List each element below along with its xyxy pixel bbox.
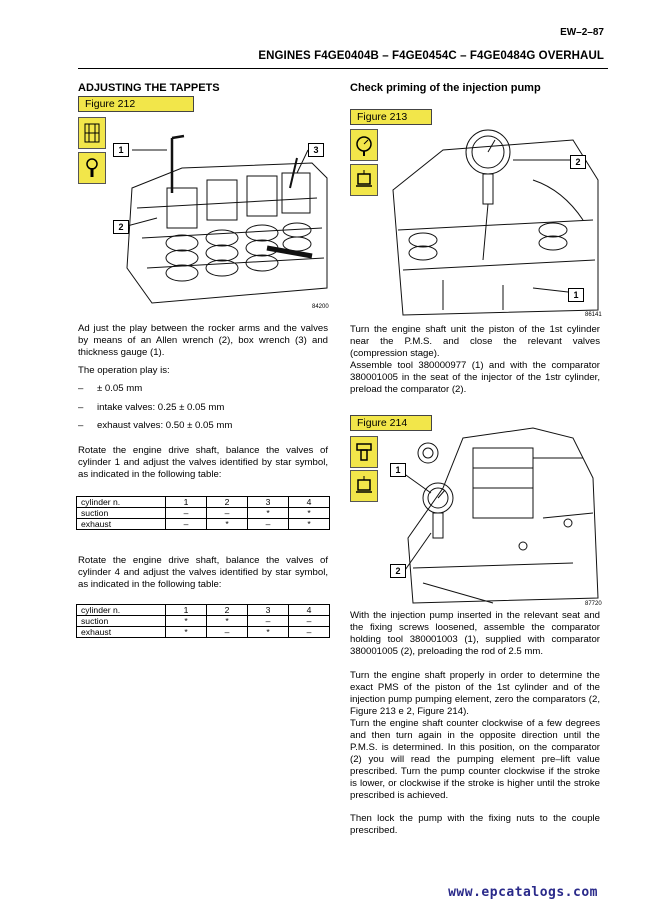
table-row (77, 616, 330, 627)
figure-213-callout: 2 (570, 155, 586, 169)
assembly-icon (350, 436, 378, 468)
table-cell: 3 (248, 605, 289, 616)
bullet-mark: – (78, 420, 84, 431)
table-cell: * (207, 616, 248, 627)
pump-icon (350, 164, 378, 196)
table-row (77, 519, 330, 530)
figure-213-callout: 1 (568, 288, 584, 302)
bullet-item: exhaust valves: 0.50 ± 0.05 mm (97, 420, 233, 431)
bullet-item: intake valves: 0.25 ± 0.05 mm (97, 402, 225, 413)
table-row (77, 627, 330, 638)
left-paragraph: Ad just the play between the rocker arms and the valves by means of an Allen wrench (2), box wrench (3) and thickness gauge (1). (78, 323, 328, 358)
table-cell: suction (77, 508, 166, 519)
figure-212-callout: 1 (113, 143, 129, 157)
table-cell: – (289, 616, 330, 627)
table-row (77, 497, 330, 508)
table-row (77, 605, 330, 616)
figure-214-code: 87720 (585, 601, 602, 607)
bullet-mark: – (78, 383, 84, 394)
valve-table-cylinder-4 (76, 604, 330, 638)
table-cell: – (207, 627, 248, 638)
left-paragraph: Rotate the engine drive shaft, balance the valves of cylinder 1 and adjust the valves identified by star symbol, as indicated in the following table: (78, 445, 328, 480)
table-cell: * (166, 616, 207, 627)
figure-212-label: Figure 212 (78, 96, 194, 112)
figure-212-callout: 3 (308, 143, 324, 157)
gauge-icon (350, 129, 378, 161)
right-paragraph: Turn the engine shaft properly in order to determine the exact PMS of the piston of the 1st cylinder and of the injection pump pumping element, zero the comparators (2, Figure 213 e 2, Figure 214). (350, 670, 600, 717)
page-header-title: ENGINES F4GE0404B – F4GE0454C – F4GE0484G OVERHAUL (258, 50, 604, 62)
wrench-icon (78, 152, 106, 184)
figure-214-label: Figure 214 (350, 415, 432, 431)
table-cell: cylinder n. (77, 605, 166, 616)
table-cell: 4 (289, 497, 330, 508)
figure-214-callout: 2 (390, 564, 406, 578)
table-cell: * (166, 627, 207, 638)
header-rule (78, 68, 608, 69)
right-paragraph: Assemble tool 380000977 (1) and with the comparator 380001005 in the seat of the injector of the 1str cylinder, preload the comparator (2). (350, 360, 600, 395)
table-cell: * (289, 508, 330, 519)
table-cell: * (248, 627, 289, 638)
table-cell: – (289, 627, 330, 638)
section-title-adjusting-tappets: ADJUSTING THE TAPPETS (78, 82, 220, 94)
table-cell: 2 (207, 497, 248, 508)
table-cell: 4 (289, 605, 330, 616)
table-cell: – (166, 508, 207, 519)
left-paragraph: The operation play is: (78, 365, 170, 376)
table-cell: 1 (166, 605, 207, 616)
table-cell: * (248, 508, 289, 519)
table-cell: – (248, 616, 289, 627)
table-cell: exhaust (77, 519, 166, 530)
left-paragraph: Rotate the engine drive shaft, balance the valves of cylinder 4 and adjust the valves identified by star symbol, as indicated in the following table: (78, 555, 328, 590)
right-paragraph: Then lock the pump with the fixing nuts to the couple prescribed. (350, 813, 600, 836)
table-cell: – (248, 519, 289, 530)
figure-212-callout: 2 (113, 220, 129, 234)
table-cell: 1 (166, 497, 207, 508)
table-cell: * (289, 519, 330, 530)
right-paragraph: Turn the engine shaft counter clockwise of a few degrees and then turn again in the opposite direction until the P.M.S. is determined. In this position, on the comparator (2) you will read the pumping element pre–lift value prescribed. Turn the pump counter clockwise if the stroke is lower, or clockwise if the stroke is higher until the stroke prescribed is achieved. (350, 718, 600, 801)
figure-214-callout: 1 (390, 463, 406, 477)
right-paragraph: With the injection pump inserted in the relevant seat and the fixing screws loosened, assemble the comparator holding tool 380001003 (1), supplied with comparator 380001005 (2), preloading the rod of 2.5 mm. (350, 610, 600, 657)
table-cell: * (207, 519, 248, 530)
valve-adjust-icon (78, 117, 106, 149)
table-cell: suction (77, 616, 166, 627)
section-title-check-priming: Check priming of the injection pump (350, 82, 541, 94)
table-cell: – (207, 508, 248, 519)
table-cell: exhaust (77, 627, 166, 638)
bullet-item: ± 0.05 mm (97, 383, 143, 394)
figure-213-label: Figure 213 (350, 109, 432, 125)
table-cell: – (166, 519, 207, 530)
figure-212-code: 84200 (312, 304, 329, 310)
watermark-link[interactable]: www.epcatalogs.com (448, 885, 598, 900)
table-cell: 2 (207, 605, 248, 616)
bullet-mark: – (78, 402, 84, 413)
figure-214-illustration (383, 418, 608, 606)
table-row (77, 508, 330, 519)
table-cell: cylinder n. (77, 497, 166, 508)
page-number: EW–2–87 (560, 27, 604, 38)
right-paragraph: Turn the engine shaft unit the piston of the 1st cylinder near the P.M.S. and close the relevant valves (compression stage). (350, 324, 600, 359)
figure-213-code: 86141 (585, 312, 602, 318)
figure-212-illustration (112, 118, 334, 318)
table-cell: 3 (248, 497, 289, 508)
pump-icon (350, 470, 378, 502)
valve-table-cylinder-1 (76, 496, 330, 530)
